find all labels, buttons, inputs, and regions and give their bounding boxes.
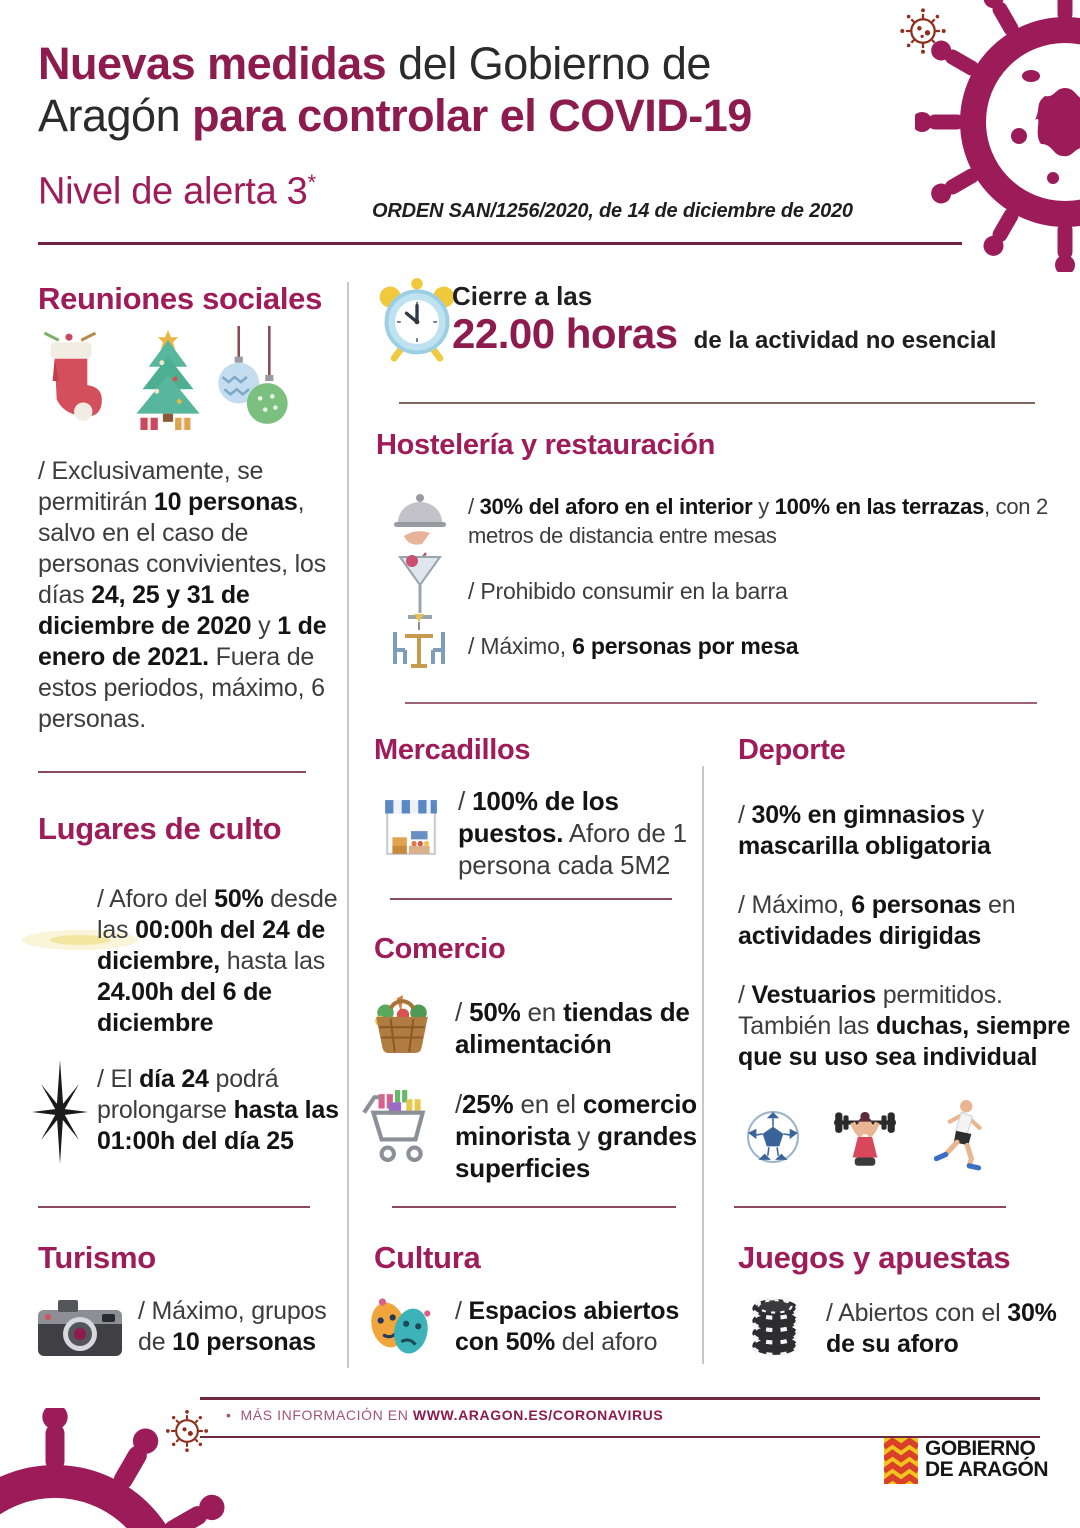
section-heading-hosteleria: Hostelería y restauración (376, 429, 716, 461)
closure-line1: Cierre a las (452, 281, 593, 311)
alert-note-mark: * (307, 170, 316, 195)
weightlifter-icon (828, 1104, 902, 1170)
lugares-item-dia24: / El día 24 podrá prolongarse hasta las 01:00h del día 25 (97, 1065, 339, 1155)
section-heading-cultura: Cultura (374, 1240, 481, 1275)
market-stall-icon (384, 798, 438, 858)
divider (405, 702, 1037, 704)
theater-masks-icon (366, 1294, 434, 1360)
soccer-ball-icon (746, 1110, 800, 1164)
divider (734, 1206, 1006, 1208)
footer-info-text: MÁS INFORMACIÓN EN WWW.ARAGON.ES/CORONAVIRUS (240, 1407, 664, 1423)
closure-line2 (452, 310, 996, 358)
page-title-line1: Nuevas medidas del Gobierno de (38, 38, 711, 89)
christmas-tree-icon (128, 328, 208, 430)
column-separator-right (702, 766, 704, 1364)
section-heading-comercio: Comercio (374, 933, 506, 965)
logo-line1: GOBIERNO (925, 1437, 1036, 1460)
cultura-item: / Espacios abiertos con 50% del aforo (455, 1297, 680, 1356)
virus-large-icon (915, 0, 1080, 272)
logo-line2: DE ARAGÓN (925, 1458, 1049, 1481)
deporte-item-actividades: / Máximo, 6 personas en actividades dirigidas (738, 891, 1016, 950)
table-chairs-icon (386, 612, 452, 672)
section-heading-juegos: Juegos y apuestas (738, 1240, 1011, 1275)
gobierno-aragon-text (925, 1438, 1048, 1480)
column-separator-left (347, 282, 349, 1368)
comercio-item-minorista: /25% en el comercio minorista y grandes superficies (455, 1089, 697, 1183)
closure-suffix: de la actividad no esencial (693, 327, 997, 354)
header-divider (38, 242, 962, 245)
mercadillos-item: / 100% de los puestos. Aforo de 1 persona cada 5M2 (458, 786, 687, 880)
aragon-flag-icon (884, 1438, 918, 1484)
serving-cloche-icon (392, 486, 448, 548)
section-heading-deporte: Deporte (738, 734, 846, 766)
bethlehem-star-icon (28, 1056, 92, 1168)
alert-level: Nivel de alerta 3* (38, 170, 316, 213)
runner-icon (928, 1098, 988, 1172)
shopping-cart-icon (360, 1083, 434, 1167)
section-heading-lugares: Lugares de culto (38, 811, 282, 846)
bullet: • (226, 1407, 232, 1423)
grocery-basket-icon (372, 990, 432, 1054)
divider (399, 402, 1035, 404)
section-heading-reuniones: Reuniones sociales (38, 281, 323, 316)
virus-large-bottom-icon (0, 1408, 245, 1528)
poker-chips-icon (746, 1294, 804, 1358)
section-heading-turismo: Turismo (38, 1240, 156, 1275)
turismo-item: / Máximo, grupos de 10 personas (138, 1297, 327, 1356)
alarm-clock-icon (374, 276, 460, 364)
divider (38, 771, 306, 773)
juegos-item: / Abiertos con el 30% de su aforo (826, 1299, 1057, 1358)
comercio-item-alimentacion: / 50% en tiendas de alimentación (455, 997, 690, 1059)
reuniones-body: / Exclusivamente, se permitirán 10 personas, salvo en el caso de personas convivientes, los días 24, 25 y 31 de diciembre de 2020 y 1 de enero de 2021. Fuera de estos periodos, máximo, 6 personas. (38, 457, 327, 733)
deporte-item-vestuarios: / Vestuarios permitidos. También las duchas, siempre que su uso sea individual (738, 981, 1071, 1071)
footer-info (226, 1407, 663, 1423)
closure-time: 22.00 horas (452, 310, 678, 357)
page-title-line2: Aragón para controlar el COVID-19 (38, 90, 752, 141)
order-reference: ORDEN SAN/1256/2020, de 14 de diciembre de 2020 (372, 200, 853, 222)
hosteleria-item-mesa: / Máximo, 6 personas por mesa (468, 633, 799, 659)
ornaments-icon (216, 326, 290, 430)
camera-icon (36, 1296, 124, 1360)
section-heading-mercadillos: Mercadillos (374, 734, 531, 766)
hosteleria-item-barra: / Prohibido consumir en la barra (468, 578, 788, 604)
christmas-stocking-icon (38, 330, 104, 428)
divider (392, 1206, 676, 1208)
divider (390, 898, 672, 900)
footer-divider-top (200, 1397, 1040, 1400)
gobierno-aragon-logo (884, 1438, 1048, 1484)
divider (38, 1206, 310, 1208)
lugares-item-aforo: / Aforo del 50% desde las 00:00h del 24 de diciembre, hasta las 24.00h del 6 de diciembre (97, 885, 338, 1037)
deporte-item-gimnasios: / 30% en gimnasios y mascarilla obligatoria (738, 801, 991, 860)
hosteleria-item-aforo: / 30% del aforo en el interior y 100% en las terrazas, con 2 metros de distancia entre mesas (468, 494, 1048, 548)
